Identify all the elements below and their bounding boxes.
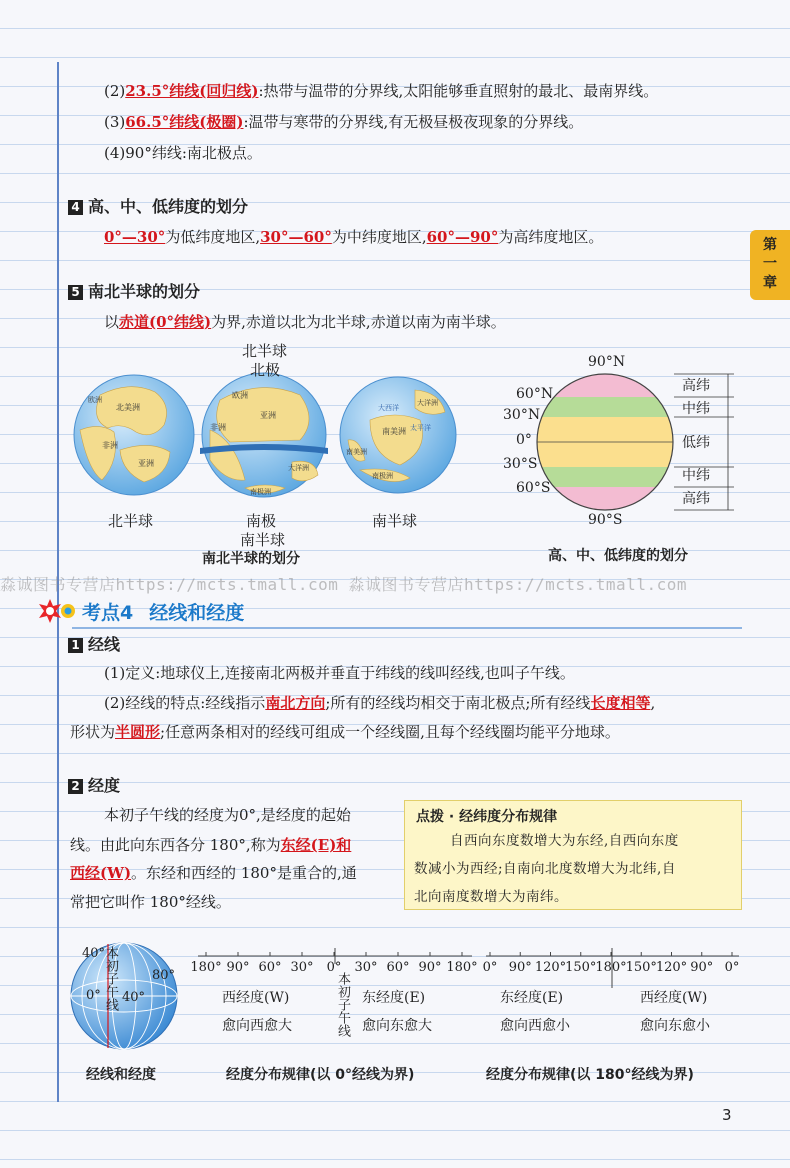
axis-tick-label: 0° bbox=[724, 960, 740, 975]
axis2-tick-labels bbox=[480, 960, 745, 978]
south-pole-label: 南极 bbox=[246, 512, 277, 530]
hemisphere-division-text: 以赤道(0°纬线)为界,赤道以北为北半球,赤道以南为南半球。 bbox=[104, 313, 506, 331]
axis2-west-label: 西经度(W) bbox=[640, 990, 708, 1006]
map-label: 太平洋 bbox=[410, 424, 431, 432]
axis1-west-rule: 愈向西愈大 bbox=[222, 1018, 292, 1034]
left-globe-label: 北半球 bbox=[108, 512, 154, 530]
axis2-east-label: 东经度(E) bbox=[500, 990, 564, 1006]
map-label: 非洲 bbox=[210, 423, 226, 432]
axis-tick-label: 180° bbox=[446, 960, 478, 975]
longitude-heading: 2 经度 bbox=[68, 775, 120, 797]
axis-tick-label: 0° bbox=[482, 960, 498, 975]
axis-tick-label: 90° bbox=[508, 960, 532, 975]
hemisphere-figure-caption: 南北半球的划分 bbox=[202, 551, 300, 567]
zone-band-high-north bbox=[535, 372, 675, 397]
section-5-heading: 5 南北半球的划分 bbox=[68, 281, 200, 303]
tip-title: 点拨 · 经纬度分布规律 bbox=[416, 809, 558, 825]
south-hemisphere-mid-label: 南半球 bbox=[240, 531, 286, 549]
axis2-west-rule: 愈向东愈小 bbox=[640, 1018, 710, 1034]
axis-tick-label: 120° bbox=[534, 960, 567, 975]
map-label: 大西洋 bbox=[378, 404, 399, 412]
burst-icon bbox=[38, 599, 62, 623]
right-globe-label: 南半球 bbox=[372, 512, 418, 530]
latitude-zones-figure bbox=[535, 372, 675, 512]
axis2-east-rule: 愈向西愈小 bbox=[500, 1018, 570, 1034]
zone-label-high-n: 高纬 bbox=[682, 378, 710, 394]
watermark: 淼诚图书专营店https://mcts.tmall.com 淼诚图书专营店https://mcts.tmall.com bbox=[0, 575, 687, 594]
map-label: 非洲 bbox=[102, 441, 118, 450]
kaodian-underline bbox=[72, 627, 742, 629]
longitude-text-1: 本初子午线的经度为0°,是经度的起始 bbox=[104, 806, 351, 824]
meridian-heading: 1 经线 bbox=[68, 634, 120, 656]
longitude-text-2: 线。由此向东西各分 180°,称为东经(E)和 bbox=[70, 836, 352, 854]
lat-label-0: 0° bbox=[516, 432, 532, 448]
zone-label-mid-n: 中纬 bbox=[682, 401, 710, 417]
tip-line-1: 自西向东度数增大为东经,自西向东度 bbox=[450, 833, 679, 849]
axis-tick-label: 150° bbox=[625, 960, 657, 975]
section-4-heading: 4 高、中、低纬度的划分 bbox=[68, 196, 248, 218]
map-label: 南极洲 bbox=[372, 472, 393, 480]
zone-band-high-south bbox=[535, 487, 675, 512]
globe-40-north: 40° bbox=[82, 946, 106, 961]
axis-tick-label: 60° bbox=[386, 960, 410, 975]
longitude-text-4: 常把它叫作 180°经线。 bbox=[70, 893, 231, 911]
axis-tick-label: 180° bbox=[595, 960, 627, 975]
lat-label-60n: 60°N bbox=[516, 386, 554, 402]
axis-tick-label: 90° bbox=[418, 960, 442, 975]
equator-split-globe bbox=[200, 373, 328, 497]
axis-tick-label: 90° bbox=[226, 960, 250, 975]
axis1-prime-meridian-label: 本初子午线 bbox=[335, 972, 350, 1037]
axis-tick-label: 0° bbox=[326, 960, 342, 975]
lat-label-60s: 60°S bbox=[516, 480, 551, 496]
longitude-globe-caption: 经线和经度 bbox=[86, 1067, 156, 1083]
globe-0: 0° bbox=[86, 988, 101, 1003]
meridian-features-line2: 形状为半圆形;任意两条相对的经线可组成一个经线圈,且每个经线圈均能平分地球。 bbox=[70, 723, 620, 741]
axis-tick-label: 150° bbox=[565, 960, 597, 975]
zone-band-mid-north bbox=[535, 397, 675, 417]
map-label: 欧洲 bbox=[88, 396, 102, 404]
zone-label-mid-s: 中纬 bbox=[682, 468, 710, 484]
zone-band-mid-south bbox=[535, 467, 675, 487]
axis1-east-label: 东经度(E) bbox=[362, 990, 426, 1006]
north-pole-label: 北极 bbox=[250, 361, 281, 379]
lat-item-3: (3)66.5°纬线(极圈):温带与寒带的分界线,有无极昼极夜现象的分界线。 bbox=[104, 113, 584, 131]
map-label: 亚洲 bbox=[138, 459, 154, 468]
axis2-caption: 经度分布规律(以 180°经线为界) bbox=[486, 1067, 694, 1083]
axis-tick-label: 30° bbox=[354, 960, 378, 975]
axis-tick-label: 90° bbox=[690, 960, 714, 975]
axis-tick-label: 120° bbox=[655, 960, 688, 975]
map-label: 南美洲 bbox=[346, 448, 367, 456]
meridian-features-line1: (2)经线的特点:经线指示南北方向;所有的经线均相交于南北极点;所有经线长度相等, bbox=[104, 694, 656, 712]
page-number: 3 bbox=[722, 1106, 732, 1124]
zone-label-high-s: 高纬 bbox=[682, 491, 710, 507]
lat-label-30n: 30°N bbox=[503, 407, 541, 423]
lat-label-90n: 90°N bbox=[588, 354, 626, 370]
globe-prime-meridian-label: 本初子午线 bbox=[103, 946, 118, 1011]
kaodian-heading: 考点4 经线和经度 bbox=[38, 597, 244, 625]
tip-line-2: 数减小为西经;自南向北度数增大为北纬,自 bbox=[414, 861, 676, 877]
map-label: 南极洲 bbox=[250, 488, 271, 496]
latitude-division-text: 0°—30°为低纬度地区,30°—60°为中纬度地区,60°—90°为高纬度地区。 bbox=[104, 228, 604, 246]
globe-80: 80° bbox=[152, 968, 176, 983]
lat-label-30s: 30°S bbox=[503, 456, 538, 472]
map-label: 大洋洲 bbox=[417, 399, 438, 407]
axis1-east-rule: 愈向东愈大 bbox=[362, 1018, 432, 1034]
axis-tick-label: 30° bbox=[290, 960, 314, 975]
map-label: 大洋洲 bbox=[288, 464, 309, 472]
map-label: 北美洲 bbox=[116, 403, 140, 412]
north-hemisphere-top-label: 北半球 bbox=[242, 342, 288, 360]
axis-tick-label: 60° bbox=[258, 960, 282, 975]
hemisphere-globes-figure bbox=[60, 370, 480, 500]
map-label: 欧洲 bbox=[232, 391, 248, 400]
northern-hemisphere-globe bbox=[74, 375, 194, 495]
tip-line-3: 北向南度数增大为南纬。 bbox=[414, 889, 568, 905]
map-label: 亚洲 bbox=[260, 411, 276, 420]
target-icon bbox=[60, 603, 76, 619]
meridian-definition: (1)定义:地球仪上,连接南北两极并垂直于纬线的线叫经线,也叫子午线。 bbox=[104, 664, 575, 682]
axis1-west-label: 西经度(W) bbox=[222, 990, 290, 1006]
zone-figure-caption: 高、中、低纬度的划分 bbox=[548, 548, 688, 564]
globe-40: 40° bbox=[122, 990, 146, 1005]
lat-item-2: (2)23.5°纬线(回归线):热带与温带的分界线,太阳能够垂直照射的最北、最南界线。 bbox=[104, 82, 659, 100]
chapter-tab: 第 一 章 bbox=[750, 230, 790, 300]
longitude-text-3: 西经(W)。东经和西经的 180°是重合的,通 bbox=[70, 864, 357, 882]
lat-label-90s: 90°S bbox=[588, 512, 623, 528]
lat-item-4: (4)90°纬线:南北极点。 bbox=[104, 144, 262, 162]
axis1-caption: 经度分布规律(以 0°经线为界) bbox=[226, 1067, 415, 1083]
axis-tick-label: 180° bbox=[190, 960, 222, 975]
zone-label-low: 低纬 bbox=[682, 435, 710, 451]
map-label: 南美洲 bbox=[382, 427, 406, 436]
